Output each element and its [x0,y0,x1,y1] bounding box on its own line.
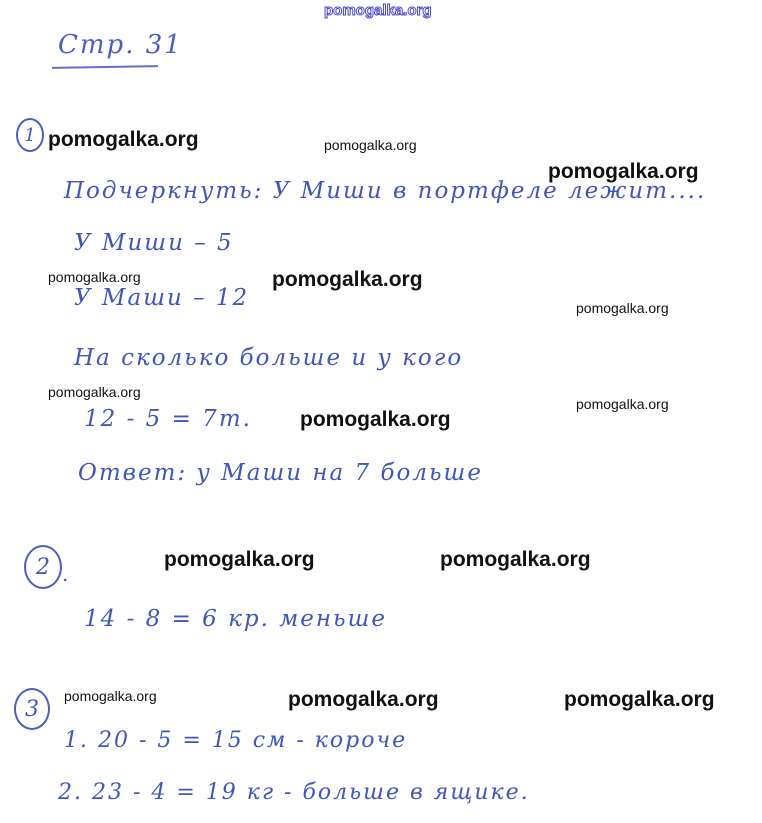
task-1-answer: Ответ: у Маши на 7 больше [78,460,483,486]
watermark: pomogalka.org [164,548,315,571]
task-2-line-1: 14 - 8 = 6 кр. меньше [84,606,387,632]
watermark: pomogalka.org [564,688,715,711]
task-1-line-4: На сколько больше и у кого [74,345,464,371]
watermark: pomogalka.org [48,128,199,151]
task-2-dot: . [62,562,69,586]
task-3-line-1: 1. 20 - 5 = 15 см - короче [64,728,408,753]
watermark: pomogalka.org [548,160,699,183]
watermark: pomogalka.org [288,688,439,711]
page-label: Стр. 31 [58,30,183,60]
watermark: pomogalka.org [272,268,423,291]
task-2-number: 2 [24,545,62,589]
page-label-underline [52,65,158,69]
task-1-number: 1 [16,118,44,152]
task-1-line-5: 12 - 5 = 7т. [84,406,252,432]
watermark: pomogalka.org [324,137,417,153]
watermark: pomogalka.org [48,384,141,400]
site-header-watermark[interactable]: pomogalka.org [324,2,432,19]
watermark: pomogalka.org [48,269,141,285]
watermark: pomogalka.org [576,300,669,316]
task-1-line-3: У Маши – 12 [74,285,250,311]
watermark: pomogalka.org [64,688,157,704]
watermark: pomogalka.org [300,408,451,431]
task-1-line-1: Подчеркнуть: У Миши в портфеле лежит.... [64,178,707,204]
task-1-line-2: У Миши – 5 [74,230,234,256]
watermark: pomogalka.org [576,396,669,412]
task-3-number: 3 [14,688,50,730]
task-3-line-2: 2. 23 - 4 = 19 кг - больше в ящике. [58,780,530,805]
watermark: pomogalka.org [440,548,591,571]
